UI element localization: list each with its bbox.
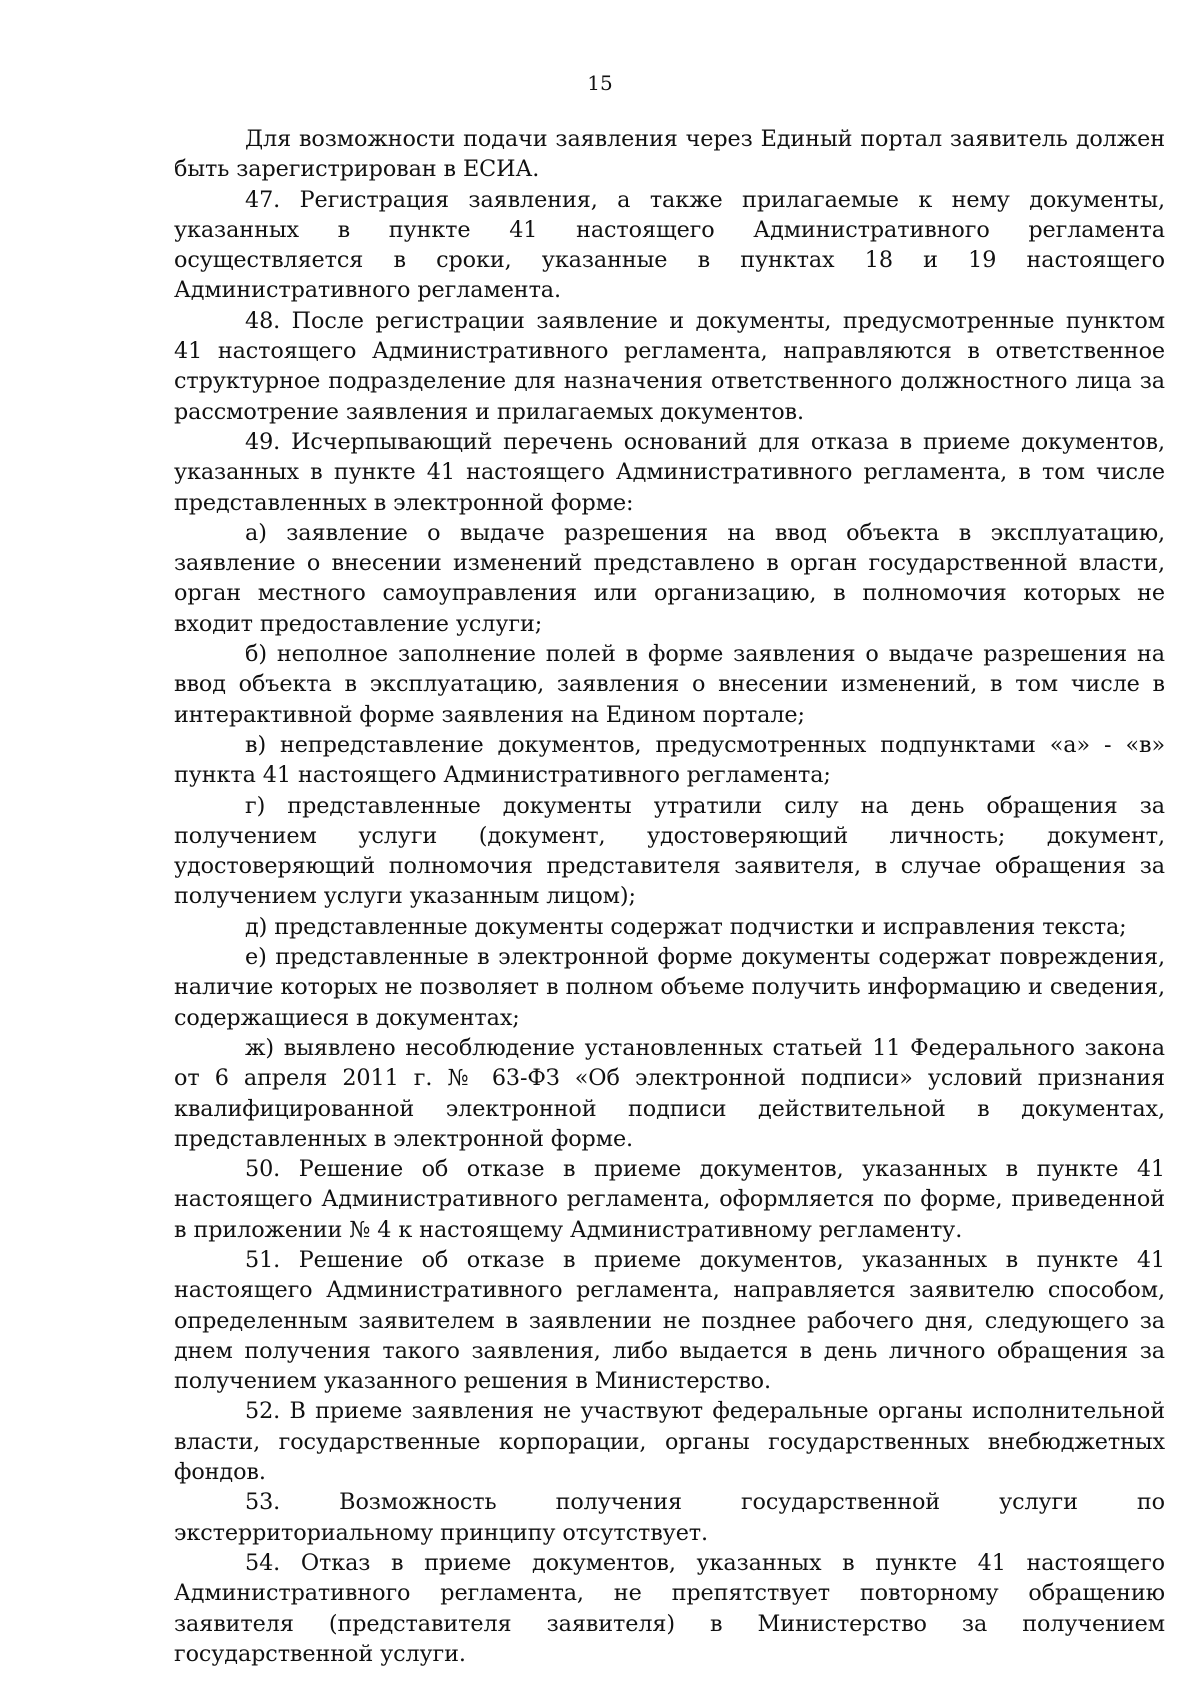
document-body	[174, 124, 1165, 1669]
paragraph-49-v: в) непредставление документов, предусмотренных подпунктами «а» - «в» пункта 41 настоящего Административного регламента;	[174, 731, 1165, 789]
paragraph-50: 50. Решение об отказе в приеме документов, указанных в пункте 41 настоящего Административного регламента, оформляется по форме, приведенной в приложении № 4 к настоящему Административному регламенту.	[174, 1156, 1165, 1243]
paragraph-49-d: д) представленные документы содержат подчистки и исправления текста;	[245, 913, 1127, 940]
paragraph-51: 51. Решение об отказе в приеме документов, указанных в пункте 41 настоящего Административного регламента, направляется заявителю способом, определенным заявителем в заявлении не позднее рабочего дня, следующего за днем получения такого заявления, либо выдается в день личного обращения за получением указанного решения в Министерство.	[174, 1246, 1165, 1395]
paragraph-49: 49. Исчерпывающий перечень оснований для отказа в приеме документов, указанных в пункте 41 настоящего Административного регламента, в том числе представленных в электронной форме:	[174, 428, 1165, 516]
paragraph-54: 54. Отказ в приеме документов, указанных в пункте 41 настоящего Административного регламента, не препятствует повторному обращению заявителя (представителя заявителя) в Министерство за получением государственной услуги.	[174, 1549, 1165, 1667]
paragraph-49-a: а) заявление о выдаче разрешения на ввод объекта в эксплуатацию, заявление о внесении изменений представлено в орган государственной власти, орган местного самоуправления или организацию, в полномочия которых не входит предоставление услуги;	[174, 519, 1165, 637]
page-number: 15	[587, 71, 613, 95]
paragraph-48: 48. После регистрации заявление и документы, предусмотренные пунктом 41 настоящего Административного регламента, направляются в ответственное структурное подразделение для назначения ответственного должностного лица за рассмотрение заявления и прилагаемых документов.	[174, 307, 1165, 425]
paragraph-52: 52. В приеме заявления не участвуют федеральные органы исполнительной власти, государственные корпорации, органы государственных внебюджетных фондов.	[174, 1398, 1165, 1486]
paragraph-49-e: е) представленные в электронной форме документы содержат повреждения, наличие которых не позволяет в полном объеме получить информацию и сведения, содержащиеся в документах;	[174, 944, 1165, 1031]
paragraph-esia-registration: Для возможности подачи заявления через Единый портал заявитель должен быть зарегистрирован в ЕСИА.	[174, 126, 1165, 183]
paragraph-49-b: б) неполное заполнение полей в форме заявления о выдаче разрешения на ввод объекта в эксплуатацию, заявления о внесении изменений, в том числе в интерактивной форме заявления на Едином портале;	[174, 641, 1165, 728]
paragraph-47: 47. Регистрация заявления, а также прилагаемые к нему документы, указанных в пункте 41 настоящего Административного регламента осуществляется в сроки, указанные в пунктах 18 и 19 настоящего Административного регламента.	[174, 186, 1165, 304]
paragraph-49-zh: ж) выявлено несоблюдение установленных статьей 11 Федерального закона от 6 апреля 2011 г. № 63-ФЗ «Об электронной подписи» условий признания квалифицированной электронной подписи действительной в документах, представленных в электронной форме.	[174, 1034, 1165, 1152]
paragraph-53: 53. Возможность получения государственной услуги по экстерриториальному принципу отсутствует.	[174, 1489, 1165, 1546]
paragraph-49-g: г) представленные документы утратили силу на день обращения за получением услуги (документ, удостоверяющий личность; документ, удостоверяющий полномочия представителя заявителя, в случае обращения за получением услуги указанным лицом);	[174, 792, 1165, 910]
